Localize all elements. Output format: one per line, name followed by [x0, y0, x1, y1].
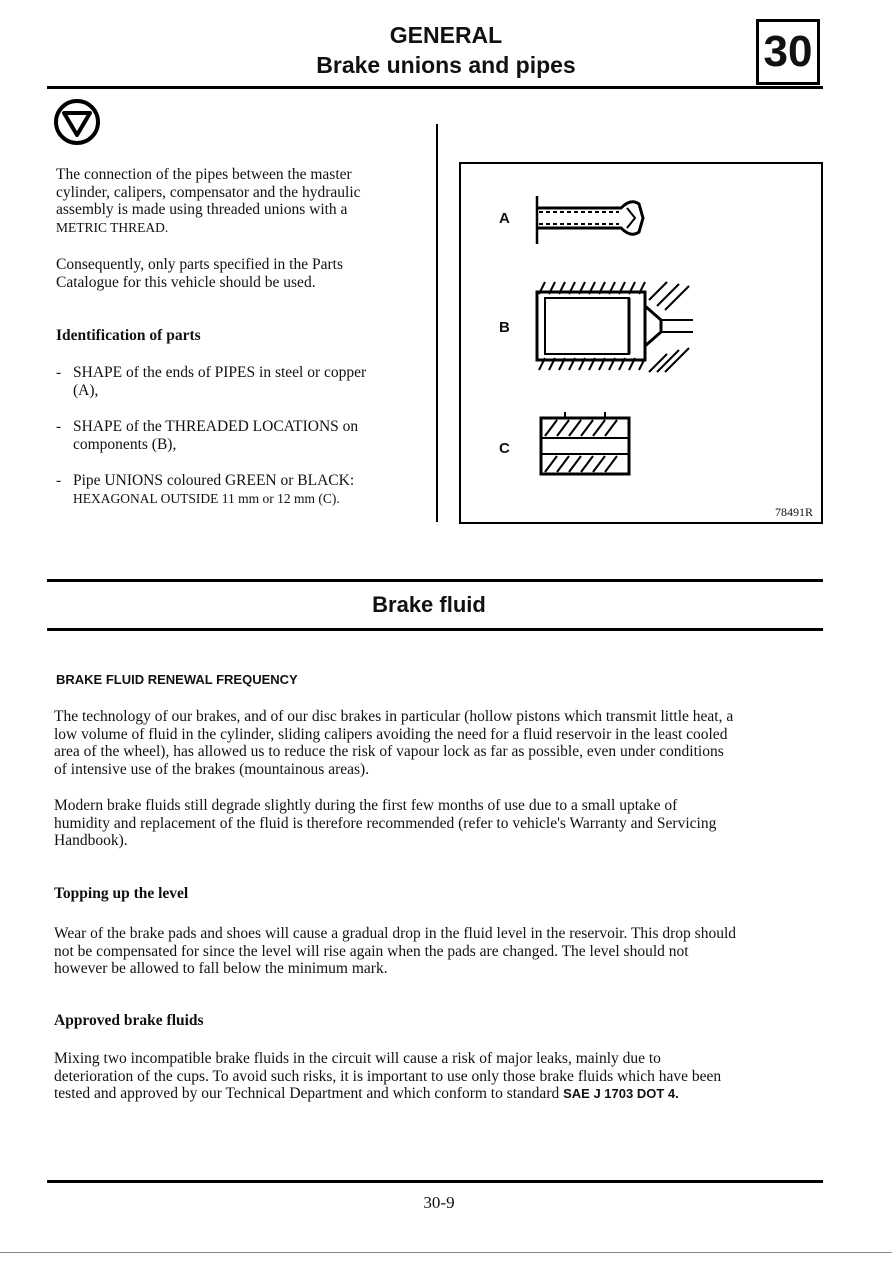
threaded-location-drawing: [533, 280, 699, 376]
brake-fluid-title: Brake fluid: [372, 592, 486, 617]
technology-paragraph: The technology of our brakes, and of our disc brakes in particular (hollow pistons which transmit little heat, a low volume of fluid in the cylinder, sliding calipers avoiding the need for a fluid reservoir in the least cooled area of the wheel), has allowed us to reduce the risk of vapour lock as far as possible, even under conditions of intensive use of the brakes (mountainous areas).: [54, 708, 734, 778]
renewal-frequency-heading: BRAKE FLUID RENEWAL FREQUENCY: [56, 672, 298, 687]
section-title: GENERAL: [389, 22, 503, 48]
section-rule-bottom: [47, 628, 823, 631]
fluid-standard: SAE J 1703 DOT 4.: [563, 1086, 679, 1101]
parts-catalogue-paragraph: Consequently, only parts specified in the Parts Catalogue for this vehicle should be used.: [56, 256, 343, 291]
approved-fluids-paragraph: Mixing two incompatible brake fluids in the circuit will cause a risk of major leaks, mainly due to deterioration of the cups. To avoid such risks, it is important to use only those brake fluids which have been tested and approved by our Technical Department and which conform to standard SAE J 1703 DOT 4.: [54, 1050, 722, 1102]
header-rule: [47, 86, 823, 89]
intro-paragraph: The connection of the pipes between the master cylinder, calipers, compensator and the hydraulic assembly is made using threaded unions with a METRIC THREAD.: [56, 166, 361, 235]
figure-label-b: B: [499, 319, 510, 336]
page-title: Brake unions and pipes: [316, 52, 576, 78]
identification-item: - SHAPE of the ends of PIPES in steel or copper (A),: [56, 364, 367, 399]
union-drawing: [535, 410, 635, 482]
scan-edge-line: [0, 1252, 892, 1253]
pipe-end-drawing: [531, 188, 651, 248]
degradation-paragraph: Modern brake fluids still degrade slightly during the first few months of use due to a small uptake of humidity and replacement of the fluid is therefore recommended (refer to vehicle's Warranty and Servicing Handbook).: [54, 797, 717, 849]
warning-triangle-icon: [53, 98, 101, 146]
column-divider: [436, 124, 438, 522]
approved-fluids-heading: Approved brake fluids: [54, 1012, 204, 1029]
identification-item: - SHAPE of the THREADED LOCATIONS on components (B),: [56, 418, 359, 453]
figure-label-a: A: [499, 210, 510, 227]
chapter-number: 30: [756, 19, 820, 85]
page-number: 30-9: [423, 1193, 455, 1212]
footer-rule: [47, 1180, 823, 1183]
figure-reference: 78491R: [774, 505, 813, 519]
section-rule-top: [47, 579, 823, 582]
parts-figure: [459, 162, 823, 524]
identification-item: - Pipe UNIONS coloured GREEN or BLACK: HEXAGONAL OUTSIDE 11 mm or 12 mm (C).: [56, 472, 355, 506]
topping-up-heading: Topping up the level: [54, 885, 189, 902]
topping-up-paragraph: Wear of the brake pads and shoes will cause a gradual drop in the fluid level in the reservoir. This drop should not be compensated for since the level will rise again when the pads are changed. The level should not however be allowed to fall below the minimum mark.: [54, 925, 736, 977]
identification-heading: Identification of parts: [56, 327, 201, 344]
figure-label-c: C: [499, 440, 510, 457]
